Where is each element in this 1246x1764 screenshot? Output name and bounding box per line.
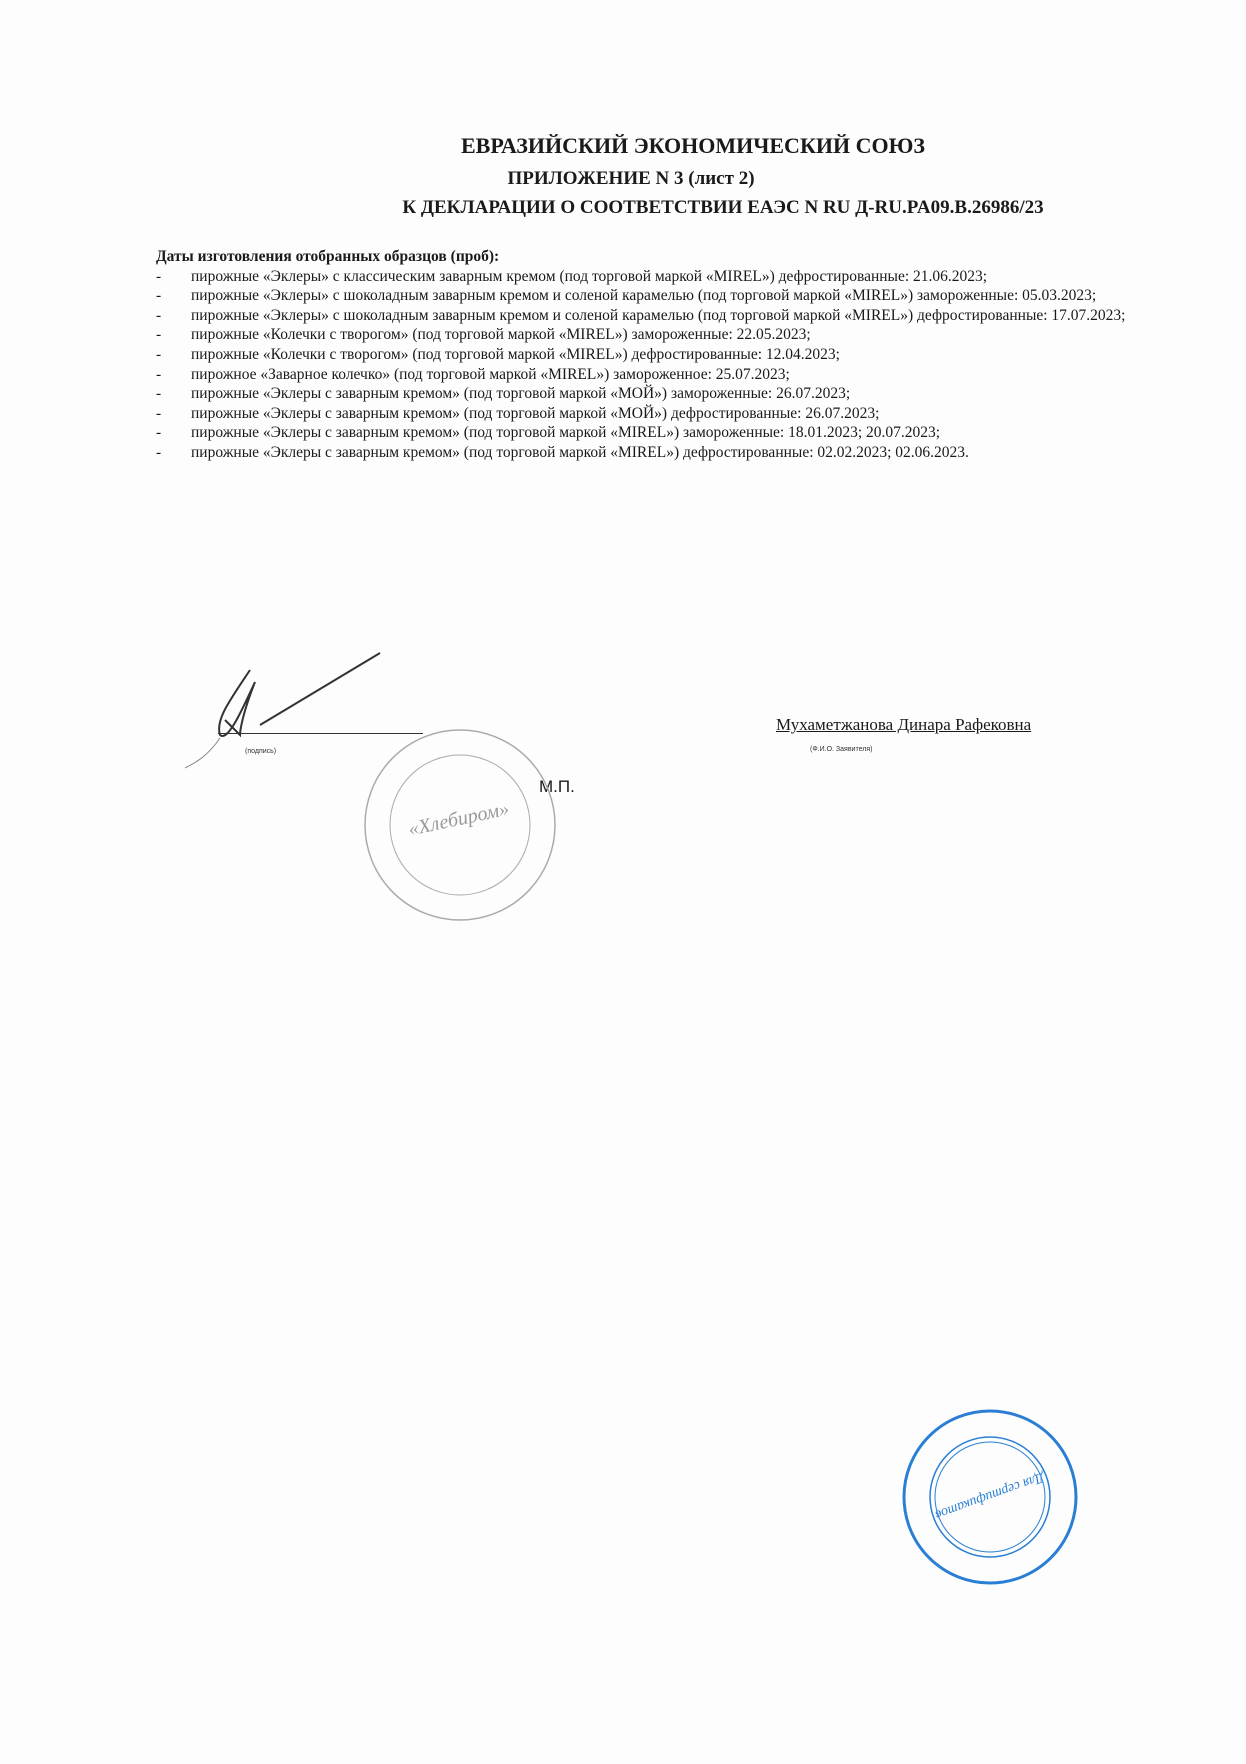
list-item xyxy=(156,443,1126,463)
svg-text:Для сертификатов: Для сертификатов xyxy=(933,1468,1046,1523)
applicant-name-caption: (Ф.И.О. Заявителя) xyxy=(810,746,873,753)
list-dash: - xyxy=(156,365,162,383)
list-item-text: пирожные «Эклеры с заварным кремом» (под торговой маркой «МОЙ») дефростированные: 26.07.2023; xyxy=(191,404,880,422)
signature-caption: (подпись) xyxy=(245,748,277,755)
header-declaration: К ДЕКЛАРАЦИИ О СООТВЕТСТВИИ ЕАЭС N RU Д-RU.PA09.B.26986/23 xyxy=(402,197,1044,218)
list-dash: - xyxy=(156,424,162,442)
section-lead: Даты изготовления отобранных образцов (проб): xyxy=(156,248,500,265)
list-dash: - xyxy=(156,385,162,403)
list-item xyxy=(156,345,1126,365)
list-item xyxy=(156,404,1126,424)
header-appendix: ПРИЛОЖЕНИЕ N 3 (лист 2) xyxy=(507,168,755,189)
svg-text:«Хлебиром»: «Хлебиром» xyxy=(406,797,511,841)
list-dash: - xyxy=(156,326,162,344)
list-dash: - xyxy=(156,306,162,324)
list-item-text: пирожные «Эклеры с заварным кремом» (под торговой маркой «MIREL») замороженные: 18.01.2023; 20.07.2023; xyxy=(191,424,941,442)
list-item-text: пирожные «Эклеры» с классическим заварным кремом (под торговой маркой «MIREL») дефростированные: 21.06.2023; xyxy=(191,267,988,285)
list-dash: - xyxy=(156,345,162,363)
sample-dates-section xyxy=(156,247,1126,463)
list-item-text: пирожные «Эклеры» с шоколадным заварным кремом и соленой карамелью (под торговой маркой «MIREL») замороженные: 05.03.2023; xyxy=(191,287,1097,305)
list-dash: - xyxy=(156,443,162,461)
list-item-text: пирожные «Эклеры с заварным кремом» (под торговой маркой «MIREL») дефростированные: 02.02.2023; 02.06.2023. xyxy=(191,443,969,461)
list-item-text: пирожные «Колечки с творогом» (под торговой маркой «MIREL») дефростированные: 12.04.2023; xyxy=(191,345,840,363)
list-item xyxy=(156,423,1126,443)
list-item xyxy=(156,384,1126,404)
list-item xyxy=(156,267,1126,287)
seal-place-label: М.П. xyxy=(539,777,575,796)
list-item xyxy=(156,306,1126,326)
list-item xyxy=(156,365,1126,385)
list-dash: - xyxy=(156,287,162,305)
list-item-text: пирожное «Заварное колечко» (под торговой маркой «MIREL») замороженное: 25.07.2023; xyxy=(191,365,790,383)
list-dash: - xyxy=(156,404,162,422)
list-item xyxy=(156,286,1126,306)
applicant-name: Мухаметжанова Динара Рафековна xyxy=(776,715,1032,734)
list-item-text: пирожные «Эклеры с заварным кремом» (под торговой маркой «МОЙ») замороженные: 26.07.2023; xyxy=(191,385,851,403)
sample-list xyxy=(156,267,1126,463)
company-seal-grey xyxy=(360,725,560,925)
list-item-text: пирожные «Эклеры» с шоколадным заварным кремом и соленой карамелью (под торговой маркой «MIREL») дефростированные: 17.07.2023; xyxy=(191,306,1126,324)
company-seal-blue xyxy=(900,1407,1080,1587)
header-union: ЕВРАЗИЙСКИЙ ЭКОНОМИЧЕСКИЙ СОЮЗ xyxy=(460,133,926,158)
list-item-text: пирожные «Колечки с творогом» (под торговой маркой «MIREL») замороженные: 22.05.2023; xyxy=(191,326,811,344)
list-dash: - xyxy=(156,267,162,285)
list-item xyxy=(156,325,1126,345)
